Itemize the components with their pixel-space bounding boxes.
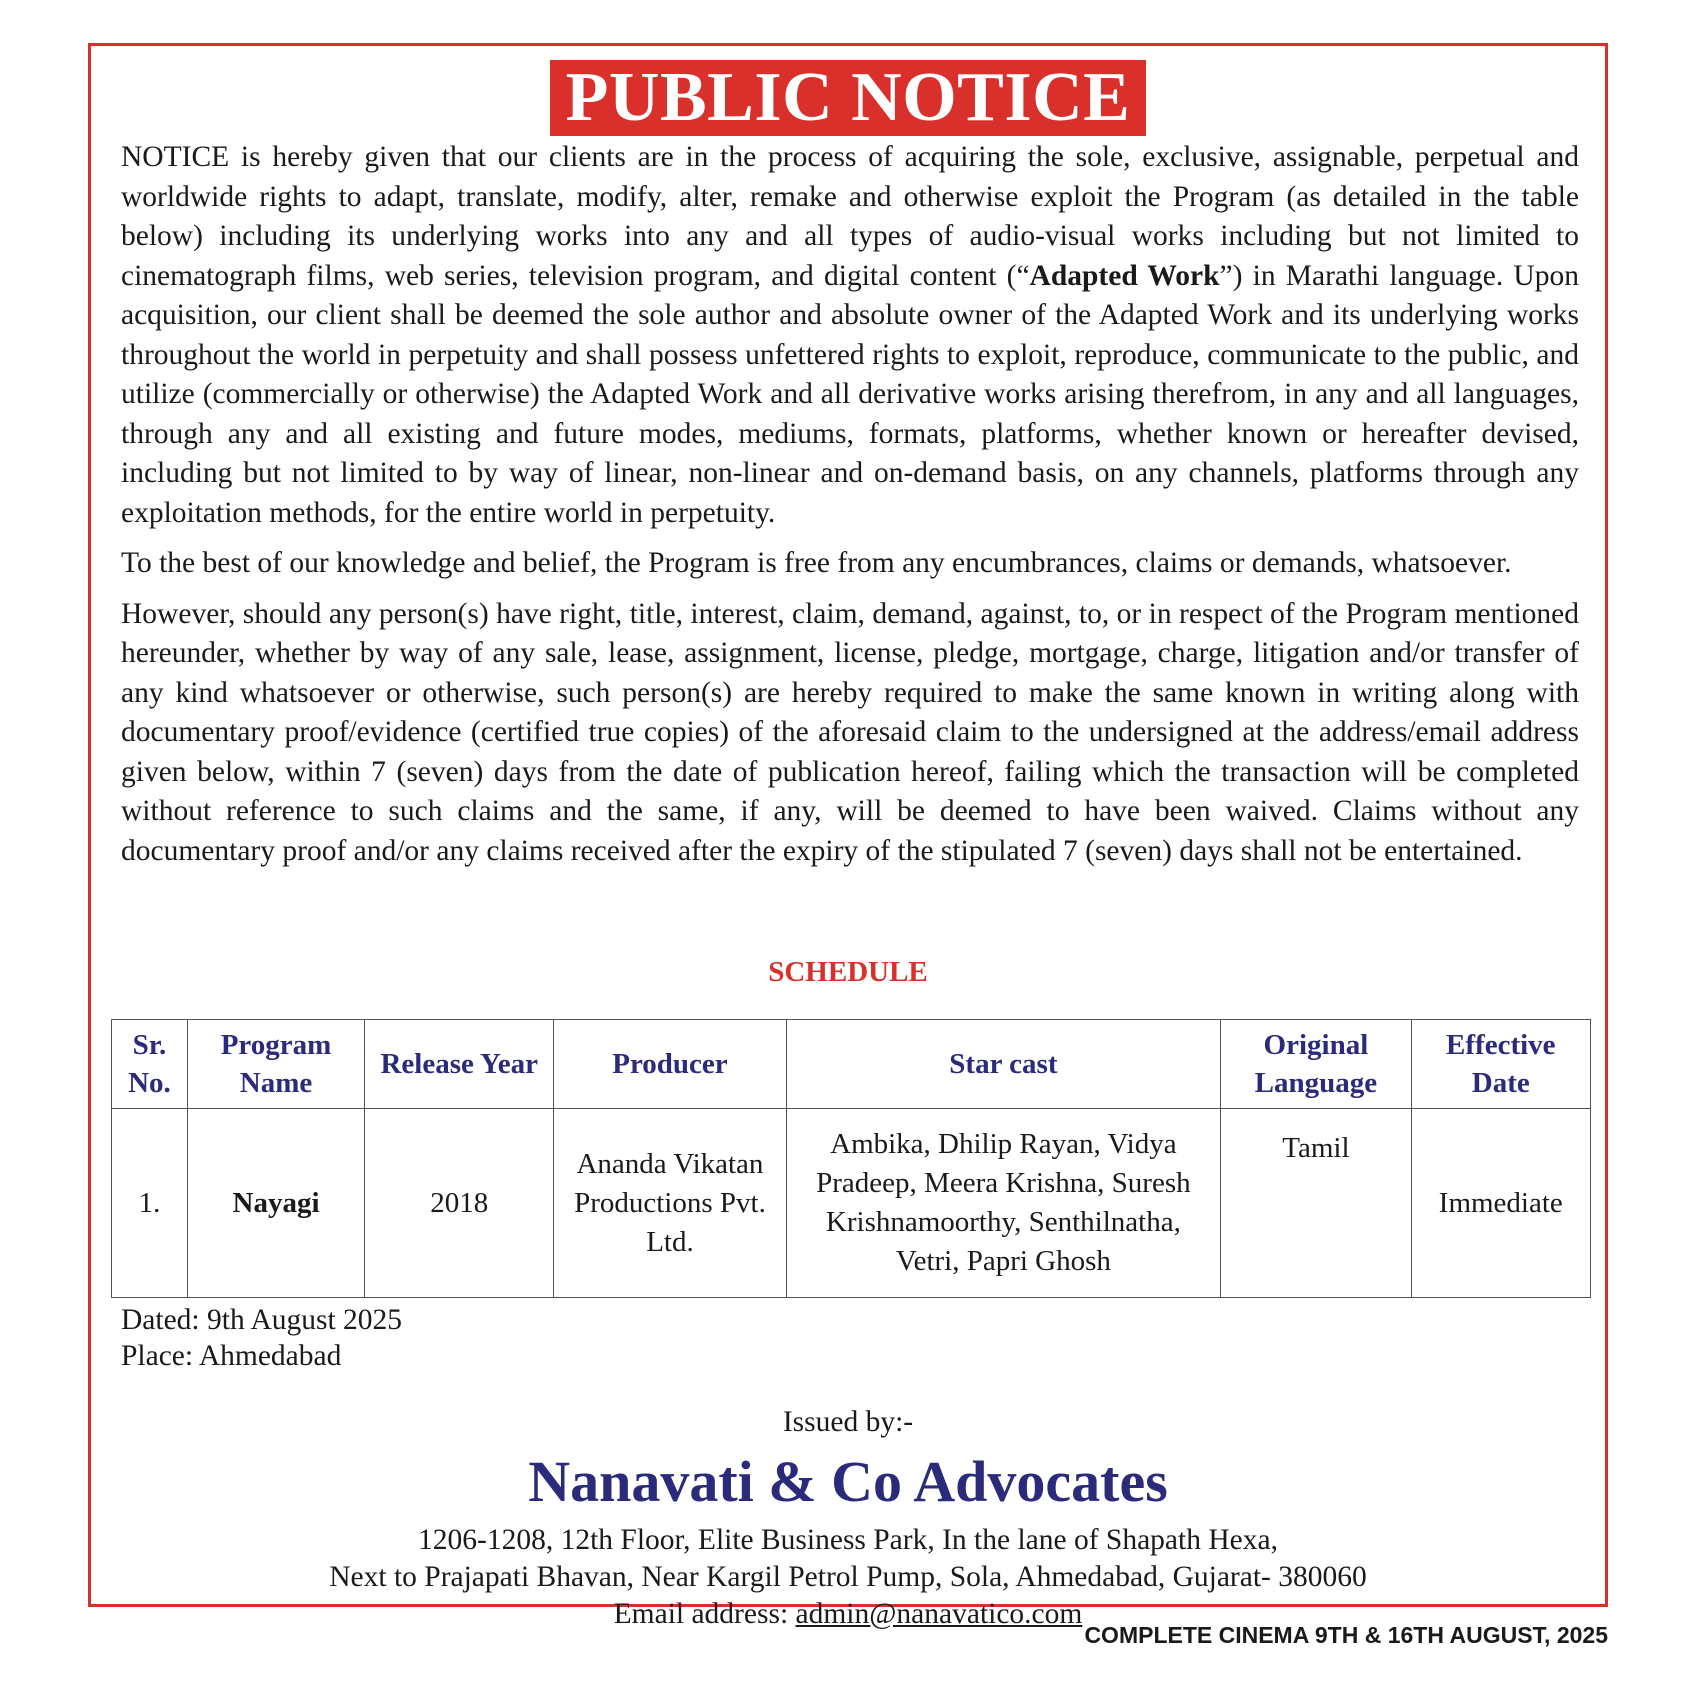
- notice-title: PUBLIC NOTICE: [550, 60, 1147, 136]
- col-header-sr-no: Sr. No.: [112, 1020, 188, 1109]
- col-header-star-cast: Star cast: [786, 1020, 1221, 1109]
- para1-text-b: ”) in Marathi language. Upon acquisition, our client shall be deemed the sole author and absolute owner of the Adapted Work and its underlying works throughout the world in perpetuity and shall possess unfettered rights to exploit, reproduce, communicate to the public, and utilize (commercially or otherwise) the Adapted Work and all derivative works arising therefrom, in any and all languages, through any and all existing and future modes, mediums, formats, platforms, whether known or hereafter devised, including but not limited to by way of linear, non-linear and on-demand basis, on any channels, platforms through any exploitation methods, for the entire world in perpetuity.: [121, 259, 1579, 529]
- date-place-block: [121, 1302, 402, 1374]
- place-line: Place: Ahmedabad: [121, 1340, 342, 1372]
- col-header-original-language: Original Language: [1221, 1020, 1411, 1109]
- cell-sr-no: 1.: [112, 1109, 188, 1298]
- dated-line: Dated: 9th August 2025: [121, 1304, 403, 1336]
- email-label: Email address:: [613, 1598, 796, 1630]
- cell-star-cast: Ambika, Dhilip Rayan, Vidya Pradeep, Meera Krishna, Suresh Krishnamoorthy, Senthilnatha, Vetri, Papri Ghosh: [786, 1109, 1221, 1298]
- col-header-producer: Producer: [554, 1020, 786, 1109]
- para1-text-a: NOTICE is hereby given that our clients are in the process of acquiring the sole, exclusive, assignable, perpetual and worldwide rights to adapt, translate, modify, alter, remake and otherwise exploit the Program (as detailed in the table below) including its underlying works into any and all types of audio-visual works including but not limited to cinematograph films, web series, television program, and digital content (“: [121, 141, 1579, 292]
- cell-original-language: Tamil: [1221, 1109, 1411, 1298]
- email-link[interactable]: admin@nanavatico.com: [795, 1598, 1083, 1630]
- title-wrap: [91, 60, 1605, 136]
- cell-effective-date: Immediate: [1411, 1109, 1590, 1298]
- notice-frame: [88, 43, 1608, 1630]
- col-header-release-year: Release Year: [365, 1020, 554, 1109]
- table-header-row: [112, 1020, 1591, 1109]
- firm-address: [91, 1522, 1605, 1633]
- table-row: [112, 1109, 1591, 1298]
- firm-name: Nanavati & Co Advocates: [528, 1449, 1168, 1514]
- address-line-1: 1206-1208, 12th Floor, Elite Business Park, In the lane of Shapath Hexa,: [418, 1524, 1278, 1556]
- address-line-2: Next to Prajapati Bhavan, Near Kargil Petrol Pump, Sola, Ahmedabad, Gujarat- 380060: [329, 1561, 1367, 1593]
- schedule-heading: SCHEDULE: [768, 956, 928, 988]
- publication-footer: COMPLETE CINEMA 9TH & 16TH AUGUST, 2025: [1084, 1622, 1608, 1648]
- cell-producer: Ananda Vikatan Productions Pvt. Ltd.: [554, 1109, 786, 1298]
- schedule-table: [111, 1019, 1591, 1298]
- notice-paragraph-1: [121, 138, 1579, 533]
- cell-program-name: Nayagi: [187, 1109, 364, 1298]
- col-header-effective-date: Effective Date: [1411, 1020, 1590, 1109]
- adapted-work-term: Adapted Work: [1029, 259, 1220, 292]
- cell-release-year: 2018: [365, 1109, 554, 1298]
- notice-paragraph-2: To the best of our knowledge and belief, the Program is free from any encumbrances, claims or demands, whatsoever.: [121, 547, 1512, 579]
- issued-by: Issued by:-: [782, 1406, 914, 1438]
- col-header-program-name: Program Name: [187, 1020, 364, 1109]
- notice-body: [121, 138, 1579, 882]
- notice-paragraph-3: However, should any person(s) have right, title, interest, claim, demand, against, to, or in respect of the Program mentioned hereunder, whether by way of any sale, lease, assignment, license, pledge, mortgage, charge, litigation and/or transfer of any kind whatsoever or otherwise, such person(s) are hereby required to make the same known in writing along with documentary proof/evidence (certified true copies) of the aforesaid claim to the undersigned at the address/email address given below, within 7 (seven) days from the date of publication hereof, failing which the transaction will be completed without reference to such claims and the same, if any, will be deemed to have been waived. Claims without any documentary proof and/or any claims received after the expiry of the stipulated 7 (seven) days shall not be entertained.: [121, 597, 1579, 867]
